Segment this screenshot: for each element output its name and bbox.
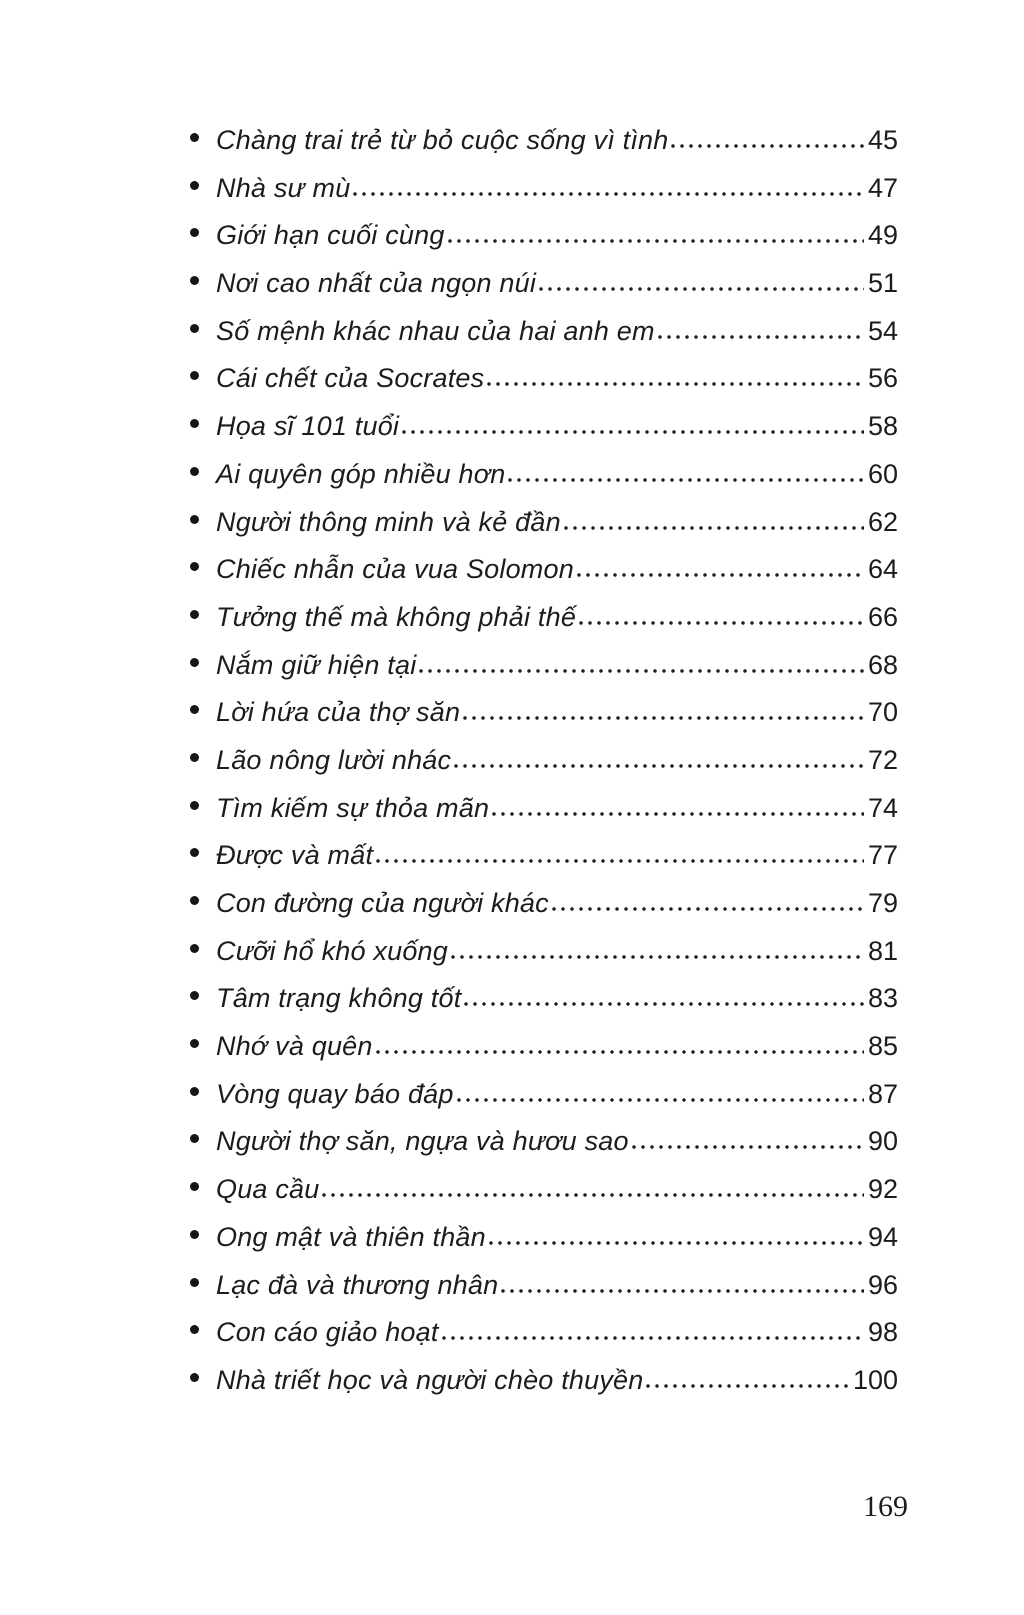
toc-entry [190, 212, 898, 260]
toc-entry-title: Cái chết của Socrates [216, 363, 485, 394]
dot-leader [402, 429, 864, 435]
toc-entry-page: 62 [867, 506, 898, 537]
toc-entry-title: Giới hạn cuối cùng [216, 220, 445, 251]
footer-page-number: 169 [863, 1490, 908, 1523]
dot-leader [539, 286, 864, 292]
dot-leader [658, 334, 864, 340]
dot-leader [577, 572, 864, 578]
bullet-icon [190, 467, 199, 476]
toc-entry [190, 308, 898, 356]
toc-entry [190, 1309, 898, 1357]
bullet-icon [190, 1182, 199, 1191]
bullet-icon [190, 1278, 199, 1287]
dot-leader [632, 1144, 864, 1150]
toc-entry [190, 260, 898, 308]
bullet-icon [190, 610, 199, 619]
toc-entry-page: 60 [867, 458, 898, 489]
toc-entry [190, 832, 898, 880]
toc-entry [190, 117, 898, 165]
toc-entry-page: 47 [867, 172, 898, 203]
toc-entry-page: 70 [867, 697, 898, 728]
toc-entry-page: 79 [867, 888, 898, 918]
toc-entry-title: Tưởng thế mà không phải thế [216, 601, 577, 632]
toc-entry-page: 49 [867, 220, 898, 251]
bullet-icon [190, 562, 199, 571]
bullet-icon [190, 801, 199, 810]
toc-entry-page: 74 [867, 792, 898, 823]
dot-leader [457, 1097, 864, 1103]
toc-list [190, 117, 898, 1405]
bullet-icon [190, 1134, 199, 1143]
dot-leader [419, 668, 864, 674]
toc-entry [190, 785, 898, 833]
bullet-icon [190, 991, 199, 1000]
toc-entry [190, 451, 898, 499]
toc-entry-title: Nhà triết học và người chèo thuyền [216, 1364, 644, 1395]
toc-entry-title: Số mệnh khác nhau của hai anh em [216, 315, 655, 346]
toc-entry [190, 165, 898, 213]
dot-leader [564, 525, 864, 531]
toc-entry [190, 1357, 898, 1405]
toc-entry [190, 880, 898, 928]
toc-entry-page: 51 [867, 268, 898, 299]
toc-entry-title: Ong mật và thiên thần [216, 1221, 486, 1252]
toc-entry-page: 83 [867, 983, 898, 1014]
toc-entry-title: Được và mất [216, 840, 374, 871]
bullet-icon [190, 371, 199, 380]
toc-entry-page: 66 [867, 601, 898, 632]
toc-entry-title: Nơi cao nhất của ngọn núi [216, 268, 537, 299]
toc-entry-page: 98 [867, 1317, 898, 1348]
toc-entry-title: Ai quyên góp nhiều hơn [216, 458, 506, 489]
toc-entry [190, 1118, 898, 1166]
toc-entry-page: 72 [867, 744, 898, 775]
bullet-icon [190, 944, 199, 953]
toc-entry-title: Người thợ săn, ngựa và hươu sao [216, 1126, 629, 1157]
toc-entry-title: Người thông minh và kẻ đần [216, 506, 561, 537]
toc-entry [190, 594, 898, 642]
toc-entry-page: 87 [867, 1078, 898, 1109]
bullet-icon [190, 181, 199, 190]
toc-entry-page: 81 [867, 935, 898, 966]
dot-leader [451, 954, 864, 960]
toc-entry-title: Lão nông lười nhác [216, 744, 452, 775]
dot-leader [646, 1383, 848, 1389]
toc-entry [190, 975, 898, 1023]
toc-entry-title: Lời hứa của thợ săn [216, 697, 461, 728]
toc-entry-title: Chiếc nhẫn của vua Solomon [216, 554, 574, 585]
dot-leader [463, 715, 864, 721]
toc-entry-title: Họa sĩ 101 tuổi [216, 411, 400, 442]
dot-leader [322, 1192, 863, 1198]
bullet-icon [190, 848, 199, 857]
bullet-icon [190, 1230, 199, 1239]
toc-entry [190, 1262, 898, 1310]
toc-entry-page: 92 [867, 1174, 898, 1205]
dot-leader [464, 1001, 864, 1007]
toc-entry-page: 85 [867, 1031, 898, 1062]
toc-entry-title: Cưỡi hổ khó xuống [216, 935, 448, 966]
dot-leader [448, 238, 864, 244]
toc-entry-page: 58 [867, 411, 898, 442]
toc-entry-page: 45 [867, 125, 898, 155]
bullet-icon [190, 658, 199, 667]
bullet-icon [190, 228, 199, 237]
toc-entry-page: 68 [867, 649, 898, 680]
dot-leader [552, 906, 864, 912]
toc-entry-page: 54 [867, 315, 898, 346]
toc-entry [190, 499, 898, 547]
toc-entry [190, 1023, 898, 1071]
dot-leader [353, 191, 863, 197]
bullet-icon [190, 133, 199, 142]
dot-leader [579, 620, 864, 626]
dot-leader [492, 811, 864, 817]
dot-leader [487, 381, 864, 387]
dot-leader [501, 1288, 864, 1294]
bullet-icon [190, 276, 199, 285]
dot-leader [508, 477, 864, 483]
toc-entry [190, 1071, 898, 1119]
toc-entry-title: Con đường của người khác [216, 888, 549, 918]
toc-entry-title: Chàng trai trẻ từ bỏ cuộc sống vì tình [216, 125, 669, 155]
toc-entry [190, 403, 898, 451]
bullet-icon [190, 753, 199, 762]
dot-leader [442, 1335, 864, 1341]
dot-leader [376, 858, 864, 864]
toc-entry [190, 928, 898, 976]
toc-entry [190, 546, 898, 594]
toc-entry-page: 100 [852, 1364, 898, 1395]
dot-leader [454, 763, 864, 769]
bullet-icon [190, 419, 199, 428]
toc-entry-title: Nhà sư mù [216, 172, 351, 203]
bullet-icon [190, 1087, 199, 1096]
bullet-icon [190, 1373, 199, 1382]
toc-entry-title: Vòng quay báo đáp [216, 1078, 454, 1109]
bullet-icon [190, 705, 199, 714]
bullet-icon [190, 1039, 199, 1048]
toc-entry-page: 94 [867, 1221, 898, 1252]
toc-entry [190, 1166, 898, 1214]
toc-entry-title: Nhớ và quên [216, 1031, 373, 1062]
toc-entry-title: Lạc đà và thương nhân [216, 1269, 499, 1300]
toc-entry [190, 737, 898, 785]
toc-entry-title: Tìm kiếm sự thỏa mãn [216, 792, 490, 823]
toc-entry [190, 355, 898, 403]
toc-entry [190, 642, 898, 690]
toc-entry-page: 56 [867, 363, 898, 394]
toc-entry-page: 90 [867, 1126, 898, 1157]
toc-entry [190, 689, 898, 737]
toc-entry-page: 77 [867, 840, 898, 871]
dot-leader [489, 1240, 864, 1246]
toc-entry-title: Tâm trạng không tốt [216, 983, 462, 1014]
toc-entry-page: 96 [867, 1269, 898, 1300]
toc-entry-title: Con cáo giảo hoạt [216, 1317, 439, 1348]
toc-entry-title: Nắm giữ hiện tại [216, 649, 417, 680]
dot-leader [376, 1049, 864, 1055]
bullet-icon [190, 896, 199, 905]
toc-entry-page: 64 [867, 554, 898, 585]
toc-entry-title: Qua cầu [216, 1174, 320, 1205]
dot-leader [671, 143, 863, 149]
bullet-icon [190, 1325, 199, 1334]
toc-entry [190, 1214, 898, 1262]
bullet-icon [190, 324, 199, 333]
bullet-icon [190, 515, 199, 524]
